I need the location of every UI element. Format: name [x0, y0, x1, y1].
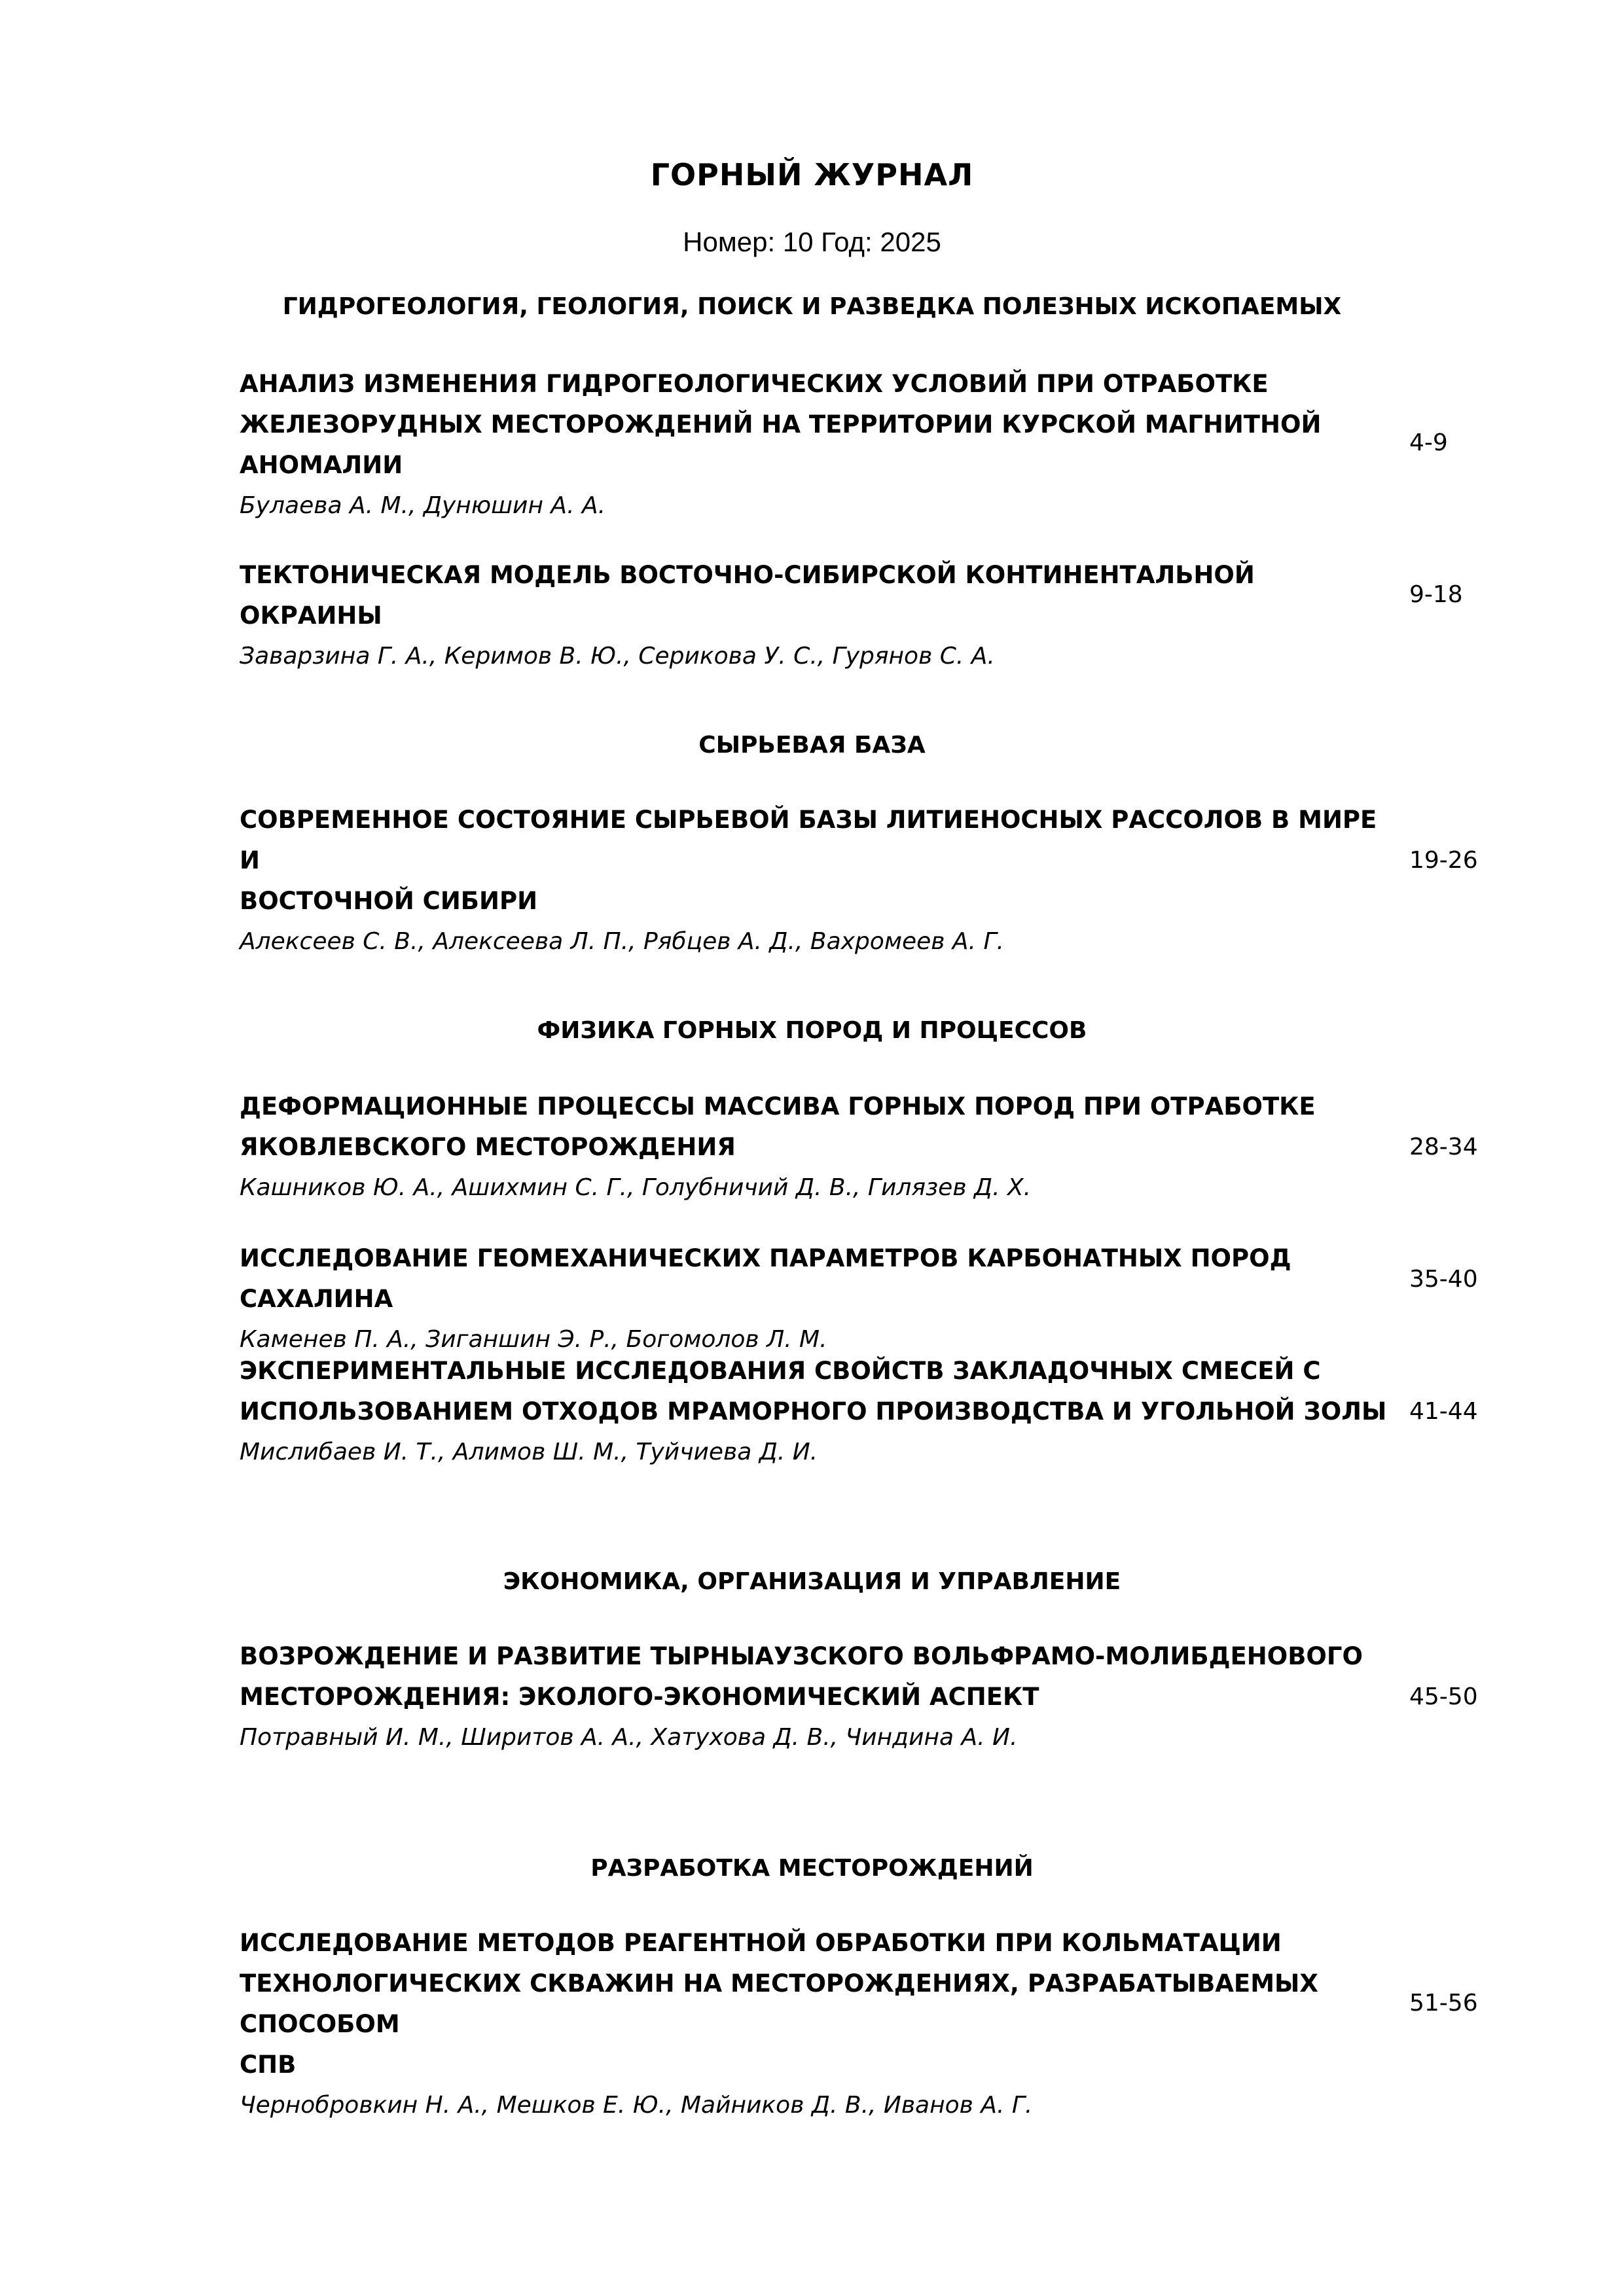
article-authors: Алексеев С. В., Алексеева Л. П., Рябцев А. Д., Вахромеев А. Г.	[240, 928, 1004, 955]
article-authors: Чернобровкин Н. А., Мешков Е. Ю., Майников Д. В., Иванов А. Г.	[240, 2092, 1033, 2119]
article-entry	[240, 800, 1405, 962]
article-title[interactable]	[240, 364, 1405, 486]
article-title-line: СОВРЕМЕННОЕ СОСТОЯНИЕ СЫРЬЕВОЙ БАЗЫ ЛИТИЕНОСНЫХ РАССОЛОВ В МИРЕ И	[240, 806, 1377, 874]
article-entry	[240, 1238, 1405, 1360]
article-title-line: ИССЛЕДОВАНИЕ ГЕОМЕХАНИЧЕСКИХ ПАРАМЕТРОВ КАРБОНАТНЫХ ПОРОД САХАЛИНА	[240, 1244, 1291, 1313]
section-heading-hydrogeology: ГИДРОГЕОЛОГИЯ, ГЕОЛОГИЯ, ПОИСК И РАЗВЕДКА ПОЛЕЗНЫХ ИСКОПАЕМЫХ	[282, 293, 1342, 320]
article-pages: 35-40	[1409, 1266, 1478, 1293]
article-title-line: ЯКОВЛЕВСКОГО МЕСТОРОЖДЕНИЯ	[240, 1133, 736, 1161]
article-pages: 4-9	[1409, 429, 1448, 456]
article-authors: Булаева А. М., Дунюшин А. А.	[240, 492, 606, 519]
article-title[interactable]	[240, 1923, 1405, 2085]
article-title-line: ЭКСПЕРИМЕНТАЛЬНЫЕ ИССЛЕДОВАНИЯ СВОЙСТВ ЗАКЛАДОЧНЫХ СМЕСЕЙ С	[240, 1357, 1321, 1385]
article-entry	[240, 364, 1405, 526]
article-title-line: МЕСТОРОЖДЕНИЯ: ЭКОЛОГО-ЭКОНОМИЧЕСКИЙ АСПЕКТ	[240, 1683, 1039, 1711]
article-authors: Заварзина Г. А., Керимов В. Ю., Серикова У. С., Гурянов С. А.	[240, 643, 995, 670]
article-title-line: АНАЛИЗ ИЗМЕНЕНИЯ ГИДРОГЕОЛОГИЧЕСКИХ УСЛОВИЙ ПРИ ОТРАБОТКЕ	[240, 370, 1269, 398]
article-title-line: ИСПОЛЬЗОВАНИЕМ ОТХОДОВ МРАМОРНОГО ПРОИЗВОДСТВА И УГОЛЬНОЙ ЗОЛЫ	[240, 1397, 1387, 1426]
article-title[interactable]	[240, 1636, 1405, 1717]
article-entry	[240, 1351, 1405, 1473]
article-pages: 41-44	[1409, 1398, 1478, 1425]
article-title-line: СПВ	[240, 2051, 297, 2079]
journal-title: ГОРНЫЙ ЖУРНАЛ	[650, 157, 974, 192]
article-title[interactable]	[240, 800, 1405, 922]
section-heading-field-development: РАЗРАБОТКА МЕСТОРОЖДЕНИЙ	[590, 1855, 1034, 1882]
article-title-line: ДЕФОРМАЦИОННЫЕ ПРОЦЕССЫ МАССИВА ГОРНЫХ ПОРОД ПРИ ОТРАБОТКЕ	[240, 1092, 1316, 1121]
article-entry	[240, 1086, 1405, 1208]
article-pages: 51-56	[1409, 1990, 1478, 2017]
article-entry	[240, 555, 1405, 677]
article-authors: Каменев П. А., Зиганшин Э. Р., Богомолов Л. М.	[240, 1326, 827, 1353]
article-authors: Кашников Ю. А., Ашихмин С. Г., Голубничий Д. В., Гилязев Д. Х.	[240, 1174, 1032, 1201]
article-pages: 19-26	[1409, 847, 1478, 874]
issue-line: Номер: 10 Год: 2025	[683, 226, 941, 257]
article-title[interactable]	[240, 1086, 1405, 1168]
section-heading-rock-physics: ФИЗИКА ГОРНЫХ ПОРОД И ПРОЦЕССОВ	[537, 1017, 1087, 1044]
article-title-line: АНОМАЛИИ	[240, 451, 403, 479]
article-title-line: ИССЛЕДОВАНИЕ МЕТОДОВ РЕАГЕНТНОЙ ОБРАБОТКИ ПРИ КОЛЬМАТАЦИИ	[240, 1929, 1282, 1957]
article-pages: 9-18	[1409, 581, 1463, 608]
section-heading-raw-base: СЫРЬЕВАЯ БАЗА	[698, 732, 926, 759]
article-title-line: ТЕХНОЛОГИЧЕСКИХ СКВАЖИН НА МЕСТОРОЖДЕНИЯХ, РАЗРАБАТЫВАЕМЫХ СПОСОБОМ	[240, 1969, 1318, 2038]
article-title-line: ВОСТОЧНОЙ СИБИРИ	[240, 887, 538, 915]
article-title[interactable]	[240, 1351, 1405, 1432]
article-entry	[240, 1923, 1405, 2126]
article-title-line: ТЕКТОНИЧЕСКАЯ МОДЕЛЬ ВОСТОЧНО-СИБИРСКОЙ КОНТИНЕНТАЛЬНОЙ ОКРАИНЫ	[240, 561, 1255, 630]
article-pages: 45-50	[1409, 1683, 1478, 1710]
article-title[interactable]	[240, 1238, 1405, 1319]
article-authors: Мислибаев И. Т., Алимов Ш. М., Туйчиева Д. И.	[240, 1439, 818, 1465]
article-authors: Потравный И. М., Ширитов А. А., Хатухова Д. В., Чиндина А. И.	[240, 1724, 1018, 1751]
article-title-line: ЖЕЛЕЗОРУДНЫХ МЕСТОРОЖДЕНИЙ НА ТЕРРИТОРИИ КУРСКОЙ МАГНИТНОЙ	[240, 410, 1322, 439]
article-entry	[240, 1636, 1405, 1758]
article-pages: 28-34	[1409, 1134, 1478, 1160]
article-title[interactable]	[240, 555, 1405, 636]
section-heading-economics: ЭКОНОМИКА, ОРГАНИЗАЦИЯ И УПРАВЛЕНИЕ	[503, 1568, 1121, 1595]
article-title-line: ВОЗРОЖДЕНИЕ И РАЗВИТИЕ ТЫРНЫАУЗСКОГО ВОЛЬФРАМО-МОЛИБДЕНОВОГО	[240, 1642, 1363, 1670]
